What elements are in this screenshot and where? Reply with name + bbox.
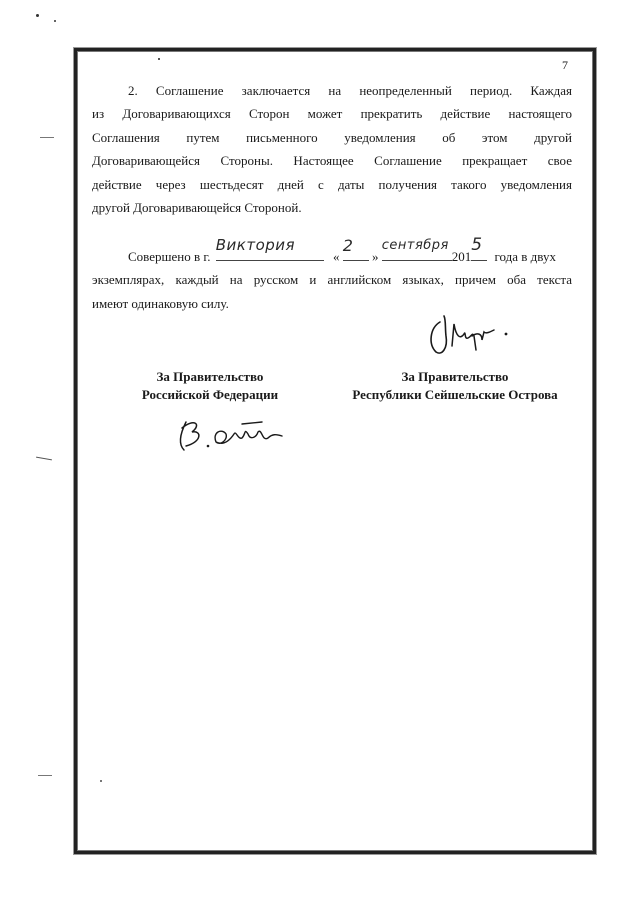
paragraph-line: 2. Соглашение заключается на неопределенный период. Каждая	[128, 83, 572, 98]
day-fill-line	[342, 235, 369, 261]
russia-signature	[172, 412, 312, 456]
year-digit-handwritten: 5	[471, 234, 483, 255]
quote-open: «	[333, 249, 340, 264]
agreement-term-paragraph	[92, 79, 572, 219]
day-handwritten: 2	[342, 235, 354, 255]
quote-close: »	[372, 249, 379, 264]
execution-line: экземплярах, каждый на русском и английском языках, причем оба текста	[92, 272, 572, 288]
paragraph-line: Договаривающейся Стороны. Настоящее Соглашение прекращает свое	[92, 153, 572, 169]
russia-signatory-block	[120, 368, 300, 404]
paragraph-line: другой Договаривающейся Стороной.	[92, 200, 302, 216]
paragraph-line: Соглашения путем письменного уведомления об этом другой	[92, 129, 572, 145]
month-fill-line	[381, 237, 452, 261]
execution-line-tail: года в двух	[494, 249, 556, 264]
signatory-country: Российской Федерации	[141, 387, 279, 402]
execution-line: имеют одинаковую силу.	[92, 295, 229, 311]
year-fill-line	[471, 234, 487, 261]
scan-speck	[36, 14, 39, 17]
done-at-label: Совершено в г.	[128, 249, 211, 264]
signatory-country: Республики Сейшельские Острова	[352, 387, 558, 402]
seychelles-signature	[420, 310, 520, 362]
city-handwritten: Виктория	[215, 235, 296, 254]
signatory-title: За Правительство	[156, 369, 264, 384]
seychelles-signatory-block	[330, 368, 580, 404]
paragraph-line: действие через шестьдесят дней с даты получения такого уведомления	[92, 176, 572, 192]
scan-dash	[36, 457, 52, 461]
paragraph-line: из Договаривающихся Сторон может прекратить действие настоящего	[92, 106, 572, 122]
execution-line	[92, 234, 572, 268]
scan-dash	[38, 775, 52, 776]
city-fill-line	[215, 235, 324, 261]
page-number: 7	[562, 58, 568, 72]
year-prefix: 201	[451, 249, 472, 264]
signatory-title: За Правительство	[401, 369, 509, 384]
scan-speck	[54, 20, 56, 22]
scan-dash	[40, 137, 54, 138]
month-handwritten: сентября	[381, 237, 449, 253]
execution-paragraph	[92, 234, 572, 315]
